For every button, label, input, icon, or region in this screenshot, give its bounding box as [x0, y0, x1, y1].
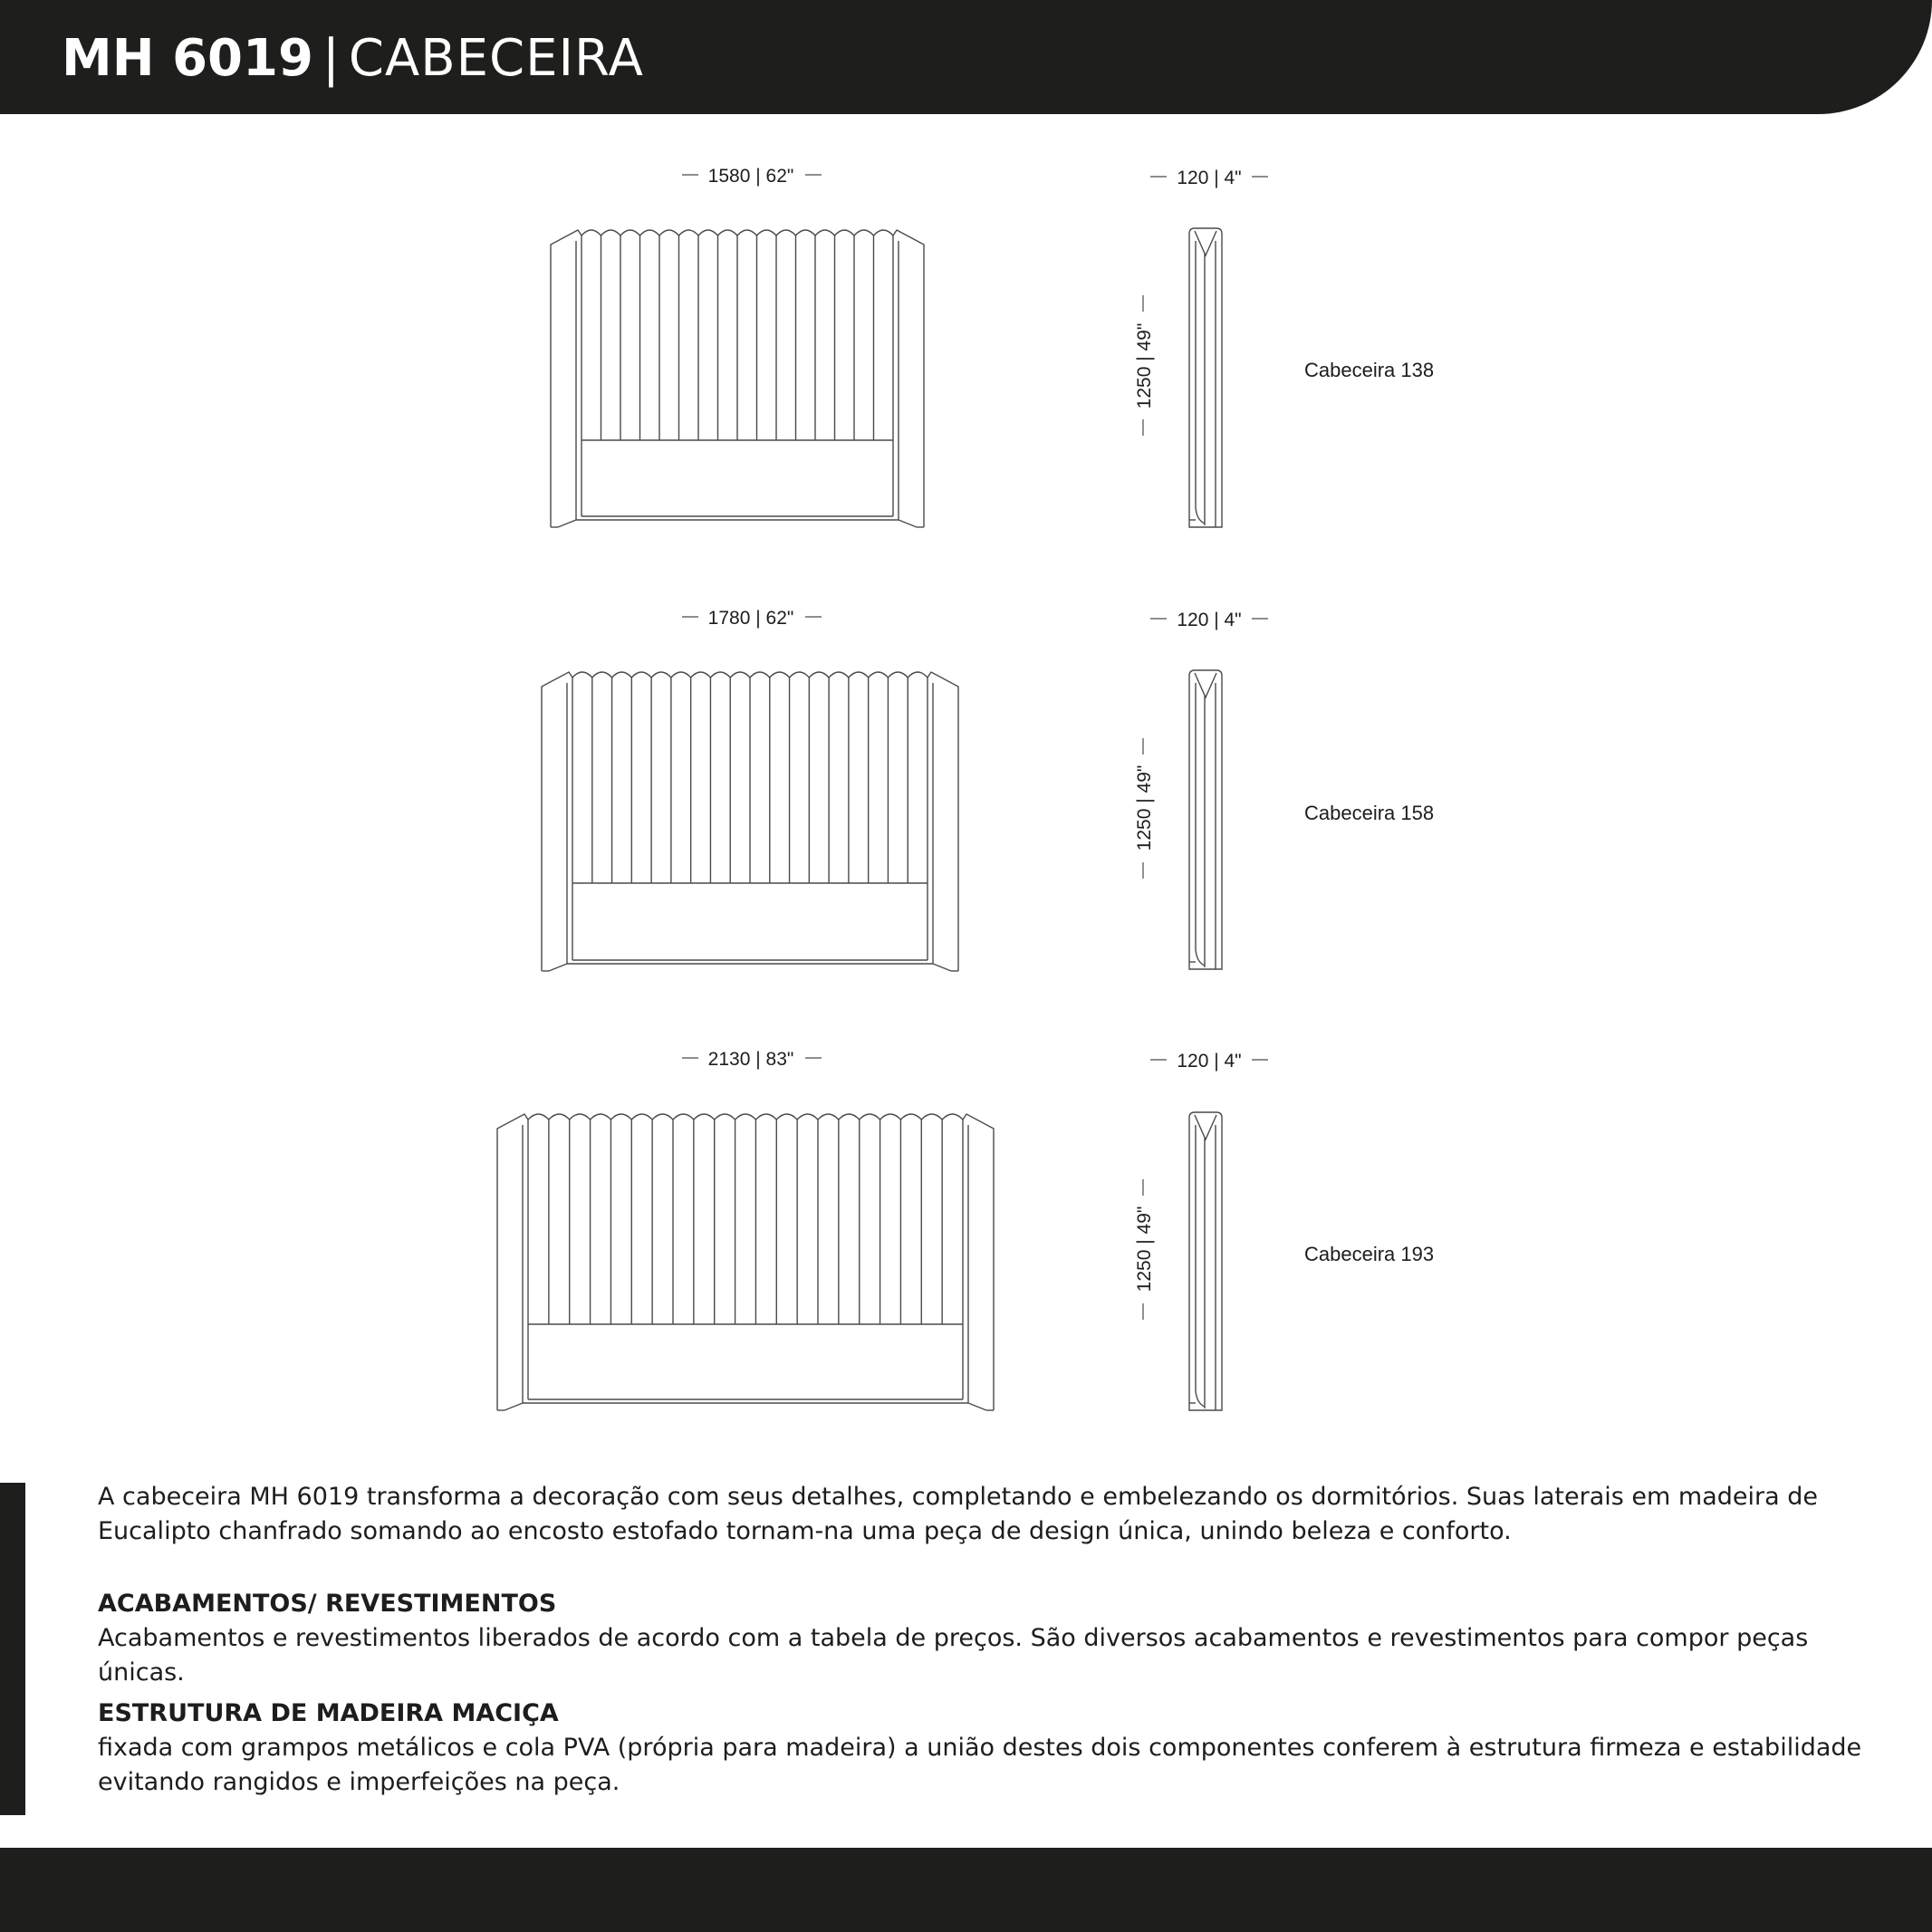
left-side-panel — [551, 230, 582, 527]
right-side-panel — [928, 672, 958, 971]
left-foot-chamfer — [505, 1403, 523, 1410]
width-dimension-193: 2130 | 83" — [707, 1049, 794, 1070]
front-view-138 — [551, 230, 924, 527]
height-dimension-158: 1250 | 49" — [1134, 764, 1155, 851]
front-view-158 — [542, 672, 958, 971]
side-view-193 — [1189, 1112, 1222, 1410]
width-dimension-158: 1780 | 62" — [707, 608, 794, 629]
scalloped-top — [528, 1114, 963, 1120]
side-outline — [1189, 228, 1222, 527]
structure-section — [98, 1697, 1873, 1800]
structure-text: fixada com grampos metálicos e cola PVA (própria para madeira) a união destes dois componentes conferem à estrutura firmeza e estabilidade evitando rangidos e imperfeições na peça. — [98, 1734, 1862, 1796]
drawing-138 — [551, 166, 1434, 527]
finishes-text: Acabamentos e revestimentos liberados de acordo com a tabela de preços. São diversos acabamentos e revestimentos para compor peças únicas. — [98, 1624, 1809, 1687]
scalloped-top — [572, 672, 928, 678]
side-accent-bar — [0, 1483, 25, 1815]
right-side-panel — [893, 230, 924, 527]
right-foot-chamfer — [933, 964, 951, 971]
model-label-158: Cabeceira 158 — [1304, 802, 1435, 824]
front-view-193 — [497, 1114, 994, 1410]
model-label-138: Cabeceira 138 — [1304, 359, 1435, 381]
finishes-section — [98, 1587, 1873, 1690]
height-dimension-138: 1250 | 49" — [1134, 322, 1155, 409]
depth-dimension-158: 120 | 4" — [1177, 610, 1242, 630]
product-description — [98, 1480, 1873, 1549]
side-bottom-curve — [1196, 949, 1205, 966]
side-top-chamfer — [1195, 673, 1216, 697]
footer-bar — [0, 1848, 1932, 1932]
drawing-193 — [497, 1049, 1434, 1410]
left-foot-chamfer — [558, 520, 576, 527]
depth-dimension-138: 120 | 4" — [1177, 168, 1242, 188]
width-dimension-138: 1580 | 62" — [707, 166, 794, 187]
side-bottom-curve — [1196, 1390, 1205, 1407]
structure-heading: ESTRUTURA DE MADEIRA MACIÇA — [98, 1699, 559, 1727]
right-side-panel — [963, 1114, 994, 1410]
left-side-panel — [497, 1114, 528, 1410]
side-outline — [1189, 670, 1222, 969]
product-code: MH 6019 — [62, 29, 313, 88]
left-foot-chamfer — [549, 964, 567, 971]
finishes-heading: ACABAMENTOS/ REVESTIMENTOS — [98, 1590, 557, 1618]
side-top-chamfer — [1195, 231, 1216, 255]
model-label-193: Cabeceira 193 — [1304, 1243, 1435, 1265]
right-foot-chamfer — [968, 1403, 986, 1410]
side-view-138 — [1189, 228, 1222, 527]
side-top-chamfer — [1195, 1115, 1216, 1139]
product-name: CABECEIRA — [348, 29, 644, 88]
drawing-158 — [542, 608, 1434, 971]
right-foot-chamfer — [899, 520, 917, 527]
title-separator: | — [322, 29, 340, 88]
left-side-panel — [542, 672, 572, 971]
side-view-158 — [1189, 670, 1222, 969]
scalloped-top — [582, 230, 893, 235]
side-bottom-curve — [1196, 507, 1205, 524]
intro-text: A cabeceira MH 6019 transforma a decoração com seus detalhes, completando e embelezando os dormitórios. Suas laterais em madeira de Eucalipto chanfrado somando ao encosto estofado tornam-na uma peça de design única, unindo beleza e conforto. — [98, 1483, 1818, 1545]
side-outline — [1189, 1112, 1222, 1410]
height-dimension-193: 1250 | 49" — [1134, 1206, 1155, 1293]
depth-dimension-193: 120 | 4" — [1177, 1051, 1242, 1072]
